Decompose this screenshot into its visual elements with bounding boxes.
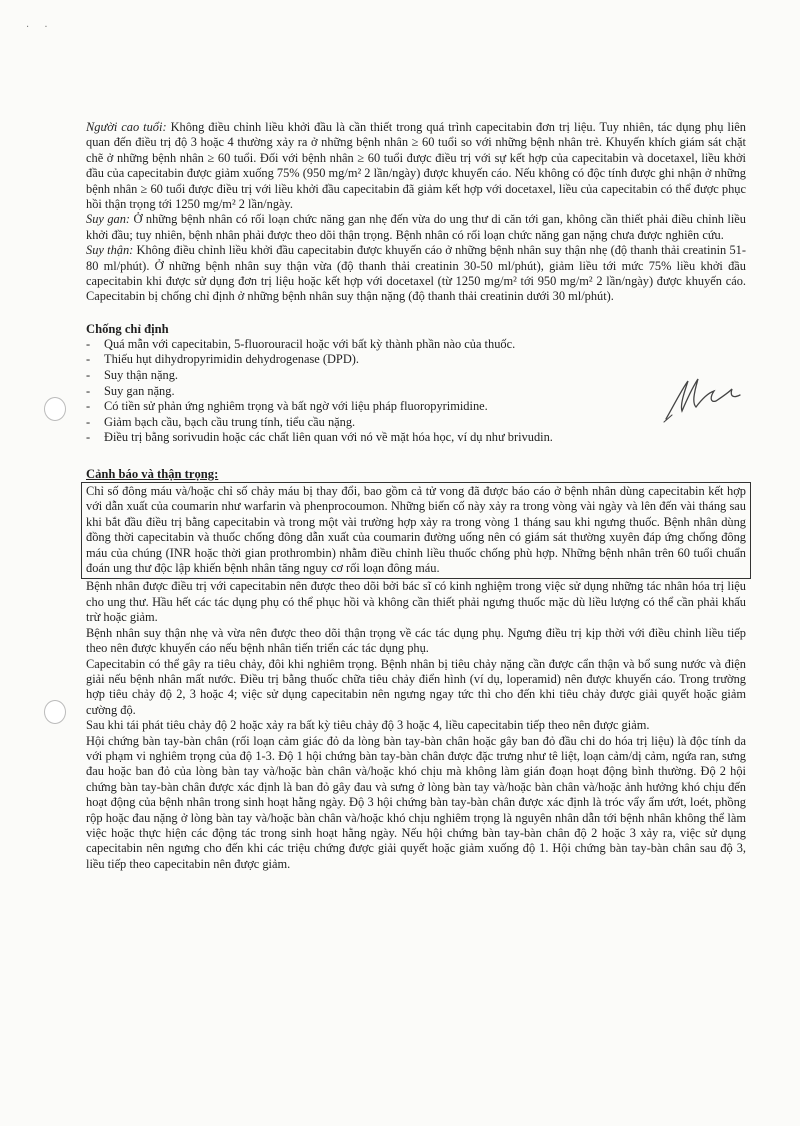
list-item: - Suy gan nặng. bbox=[86, 383, 175, 398]
list-item: - Quá mẫn với capecitabin, 5-fluorouracil hoặc với bất kỳ thành phần nào của thuốc. bbox=[86, 336, 516, 351]
warning-paragraph: Sau khi tái phát tiêu chảy độ 2 hoặc xảy ra bất kỳ tiêu chảy độ 3 hoặc 4, liều capecitabin tiếp theo nên được giảm. bbox=[86, 718, 650, 733]
contraindications-list bbox=[86, 337, 746, 446]
elderly-text: Không điều chỉnh liều khởi đầu là cần thiết trong quá trình capecitabin đơn trị liệu. Tuy nhiên, tác dụng phụ liên quan đến điều trị độ 3 hoặc 4 thường xảy ra ở những bệnh nhân ≥ 60 tuổi so với những bệnh nhân trẻ. Khuyến khích giám sát chặt chẽ ở những bệnh nhân ≥ 60 tuổi. Đối với bệnh nhân ≥ 60 tuổi được điều trị với sự kết hợp của capecitabin và docetaxel, liều khởi đầu của capecitabin được giảm xuống 75% (950 mg/m² 2 lần/ngày) được khuyến cáo. Nếu không có độc tính được ghi nhận ở những bệnh nhân ≥ 60 tuổi được điều trị với liều khởi đầu capecitabin đã giảm kết hợp với docetaxel, liều của capecitabin có thể được phục hồi thận trọng tới 1250 mg/m² 2 lần/ngày. bbox=[86, 120, 747, 212]
bullet-dash: - bbox=[86, 352, 91, 367]
boxed-warning-text: Chỉ số đông máu và/hoặc chỉ số chảy máu bị thay đổi, bao gồm cả tử vong đã được báo cáo ở bệnh nhân dùng capecitabin kết hợp với dẫn xuất của coumarin như warfarin và phenprocoumon. Những biến cố này xảy ra trong vòng vài ngày và lên đến vài tháng sau khi bắt đầu điều trị bằng capecitabin và trong một vài trường hợp xảy ra trong vòng 1 tháng sau khi ngưng thuốc. Bệnh nhân dùng đồng thời capecitabin và thuốc chống đông dẫn xuất của coumarin đường uống nên có giám sát thường xuyên đáp ứng chống đông máu của chúng (INR hoặc thời gian prothrombin) nhằm điều chỉnh liều thuốc chống phù hợp. Những bệnh nhân trên 60 tuổi chuẩn đoán ung thư độc lập khiến bệnh nhân tăng nguy cơ rối loạn đông máu. bbox=[86, 484, 746, 576]
contraindications-heading: Chống chỉ định bbox=[86, 321, 169, 336]
punch-hole-top bbox=[44, 397, 66, 421]
punch-hole-bottom bbox=[44, 700, 66, 724]
bullet-dash: - bbox=[86, 368, 91, 383]
kidney-paragraph bbox=[86, 243, 746, 305]
warning-paragraph: Capecitabin có thể gây ra tiêu chảy, đôi khi nghiêm trọng. Bệnh nhân bị tiêu chảy nặng cần được cẩn thận và bổ sung nước và điện giải nếu bệnh nhân mất nước. Điều trị bằng thuốc chữa tiêu chảy điển hình (ví dụ, loperamid) nên được khuyến cáo. Trong trường hợp tiêu chảy độ 2, 3 hoặc 4; việc sử dụng capecitabin nên ngưng ngay tức thì cho đến khi tiêu chảy được giải quyết hoặc giảm cường độ. bbox=[86, 656, 746, 717]
elderly-paragraph bbox=[86, 120, 746, 212]
liver-lead: Suy gan: bbox=[86, 212, 131, 227]
list-item: - Suy thận nặng. bbox=[86, 368, 178, 383]
list-item: - Thiếu hụt dihydropyrimidin dehydrogenase (DPD). bbox=[86, 352, 359, 367]
liver-paragraph bbox=[86, 212, 746, 243]
bullet-dash: - bbox=[86, 399, 91, 414]
bullet-dash: - bbox=[86, 414, 91, 429]
warnings-heading: Cảnh báo và thận trọng: bbox=[86, 467, 219, 482]
list-item: - Có tiền sử phản ứng nghiêm trọng và bất ngờ với liệu pháp fluoropyrimidine. bbox=[86, 399, 488, 414]
bullet-dash: - bbox=[86, 383, 91, 398]
scan-mark: · · bbox=[26, 22, 54, 33]
warning-paragraph: Bệnh nhân suy thận nhẹ và vừa nên được theo dõi thận trọng về các tác dụng phụ. Ngưng điều trị kịp thời với điều chỉnh liều tiếp theo nên được khuyến cáo nếu bệnh nhân tiến triển các tác dụng phụ. bbox=[86, 625, 746, 656]
kidney-text: Không điều chỉnh liều khởi đầu capecitabin được khuyến cáo ở những bệnh nhân suy thận nhẹ (độ thanh thải creatinin 51-80 ml/phút). Ở những bệnh nhân suy thận vừa (độ thanh thải creatinin 30-50 ml/phút), giảm liều tới mức 75% liều khởi đầu capecitabin khi được sử dụng đơn trị liệu hoặc kết hợp với docetaxel (từ 1250 mg/m² tới 950 mg/m² 2 lần/ngày) được khuyến cáo. Capecitabin bị chống chỉ định ở những bệnh nhân suy thận nặng (độ thanh thải creatinin dưới 30 ml/phút). bbox=[86, 243, 746, 304]
list-item: - Giảm bạch cầu, bạch cầu trung tính, tiểu cầu nặng. bbox=[86, 414, 356, 429]
bullet-dash: - bbox=[86, 336, 91, 351]
elderly-lead: Người cao tuổi: bbox=[86, 120, 167, 134]
list-item: - Điều trị bằng sorivudin hoặc các chất liên quan với nó về mặt hóa học, ví dụ như brivudin. bbox=[86, 430, 553, 445]
bullet-dash: - bbox=[86, 430, 91, 445]
warning-paragraph: Bệnh nhân được điều trị với capecitabin nên được theo dõi bởi bác sĩ có kinh nghiệm trong việc sử dụng những tác nhân hóa trị liệu cho ung thư. Hầu hết các tác dụng phụ có thể phục hồi và không cần thiết phải ngưng thuốc mặc dù liều lượng có thể cần phải khấu trừ hoặc giảm. bbox=[86, 579, 746, 625]
document-page bbox=[86, 120, 746, 872]
warning-paragraph: Hội chứng bàn tay-bàn chân (rối loạn cảm giác đỏ da lòng bàn tay-bàn chân hoặc gây ban đỏ đầu chi do hóa trị liệu) là độc tính da với phạm vi nghiêm trọng của độ 1-3. Độ 1 hội chứng bàn tay-bàn chân được đặc trưng như tê liệt, loạn cảm/dị cảm, ngứa ran, sưng đau hoặc ban đỏ của lòng bàn tay và/hoặc bàn chân và/hoặc khó chịu mà không làm gián đoạn hoạt động bình thường. Độ 2 hội chứng bàn tay-bàn chân được xác định là ban đỏ gây đau và sưng ở lòng bàn tay và/hoặc bàn chân và/hoặc ảnh hưởng khó chịu đến hoạt động của bệnh nhân trong sinh hoạt hằng ngày. Độ 3 hội chứng bàn tay-bàn chân được xác định là tróc vẩy ẩm ướt, loét, phồng rộp hoặc đau nặng ở lòng bàn tay và/hoặc bàn chân và/hoặc khó chịu nghiêm trọng là nguyên nhân dẫn tới bệnh nhân không thể làm việc hoặc thực hiện các động tác trong sinh hoạt hằng ngày. Nếu hội chứng bàn tay-bàn chân độ 2 hoặc 3 xảy ra, việc sử dụng capecitabin nên ngưng cho đến khi các triệu chứng được giải quyết hoặc giảm xuống độ 1. Hội chứng bàn tay-bàn chân sau độ 3, liều tiếp theo capecitabin nên được giảm. bbox=[86, 733, 746, 871]
liver-text: Ở những bệnh nhân có rối loạn chức năng gan nhẹ đến vừa do ung thư di căn tới gan, không cần thiết phải điều chỉnh liều khởi đầu; tuy nhiên, bệnh nhân phải được theo dõi thận trọng. Bệnh nhân có rối loạn chức năng gan nặng chưa được nghiên cứu. bbox=[86, 212, 746, 242]
boxed-warning bbox=[81, 482, 751, 579]
kidney-lead: Suy thận: bbox=[86, 243, 134, 258]
